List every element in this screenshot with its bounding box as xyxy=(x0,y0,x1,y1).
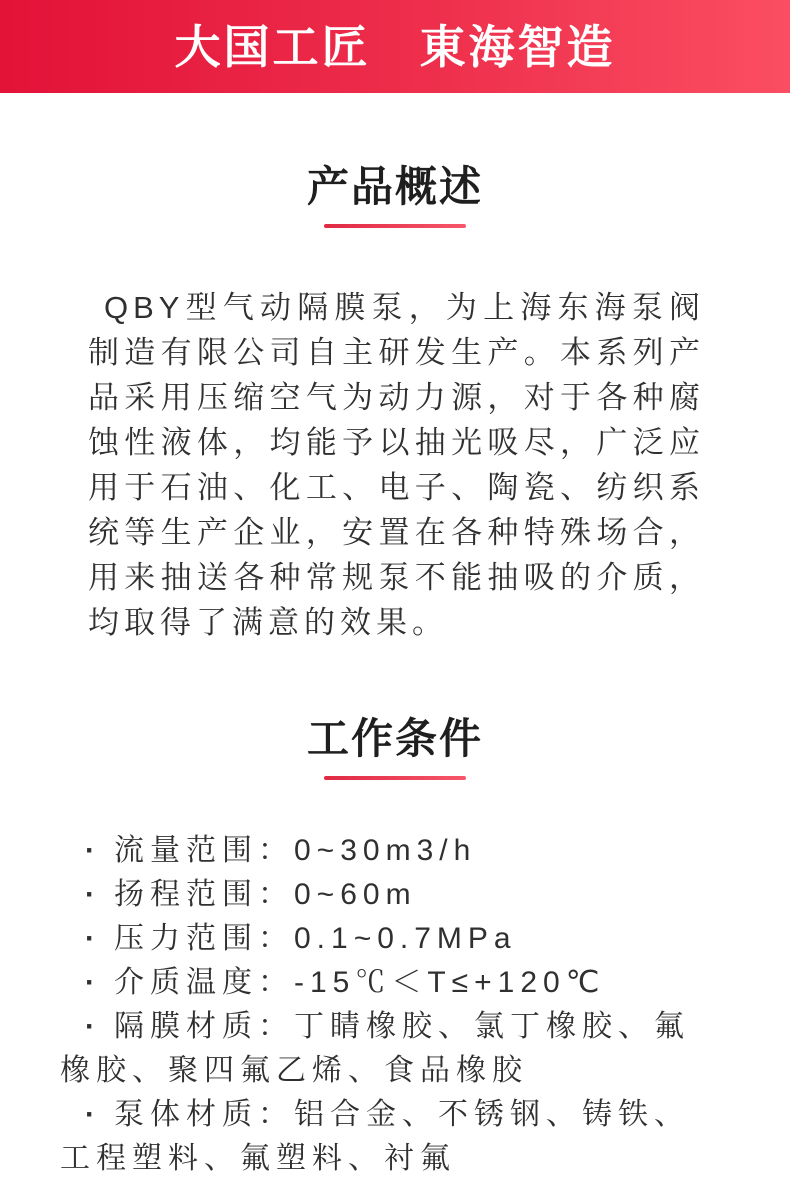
condition-item-flow-range xyxy=(60,829,712,873)
condition-item-pump-body-material xyxy=(60,1093,712,1181)
condition-text: 扬程范围：0~60m xyxy=(114,878,417,911)
bullet-icon: · xyxy=(85,922,101,955)
conditions-list xyxy=(60,829,712,1181)
overview-paragraph: QBY型气动隔膜泵，为上海东海泵阀制造有限公司自主研发生产。本系列产品采用压缩空气为动力源，对于各种腐蚀性液体，均能予以抽光吸尽，广泛应用于石油、化工、电子、陶瓷、纺织系统等生产企业，安置在各种特殊场合，用来抽送各种常规泵不能抽吸的介质，均取得了满意的效果。 xyxy=(88,290,705,640)
conditions-section-title: 工作条件 xyxy=(306,715,483,762)
page-content xyxy=(0,165,790,1181)
bullet-icon: · xyxy=(85,966,101,999)
bullet-icon: · xyxy=(85,834,101,867)
overview-section xyxy=(0,165,790,645)
condition-item-head-range xyxy=(60,873,712,917)
condition-text: 介质温度：-15℃＜T≤+120℃ xyxy=(114,966,606,999)
top-banner xyxy=(0,0,790,93)
condition-text: 流量范围：0~30m3/h xyxy=(114,834,477,867)
condition-item-media-temperature xyxy=(60,961,712,1005)
conditions-title-underline xyxy=(324,776,466,780)
bullet-icon: · xyxy=(85,878,101,911)
bullet-icon: · xyxy=(85,1010,101,1043)
bullet-icon: · xyxy=(85,1098,101,1131)
overview-section-title: 产品概述 xyxy=(306,163,483,210)
conditions-section xyxy=(0,717,790,1181)
condition-item-pressure-range xyxy=(60,917,712,961)
condition-item-diaphragm-material xyxy=(60,1005,712,1093)
banner-title: 大国工匠 東海智造 xyxy=(174,20,616,73)
overview-title-underline xyxy=(324,224,466,228)
condition-text: 压力范围：0.1~0.7MPa xyxy=(114,922,517,955)
condition-text: 隔膜材质：丁睛橡胶、氯丁橡胶、氟橡胶、聚四氟乙烯、食品橡胶 xyxy=(60,1010,690,1087)
condition-text: 泵体材质：铝合金、不锈钢、铸铁、工程塑料、氟塑料、衬氟 xyxy=(60,1098,690,1175)
